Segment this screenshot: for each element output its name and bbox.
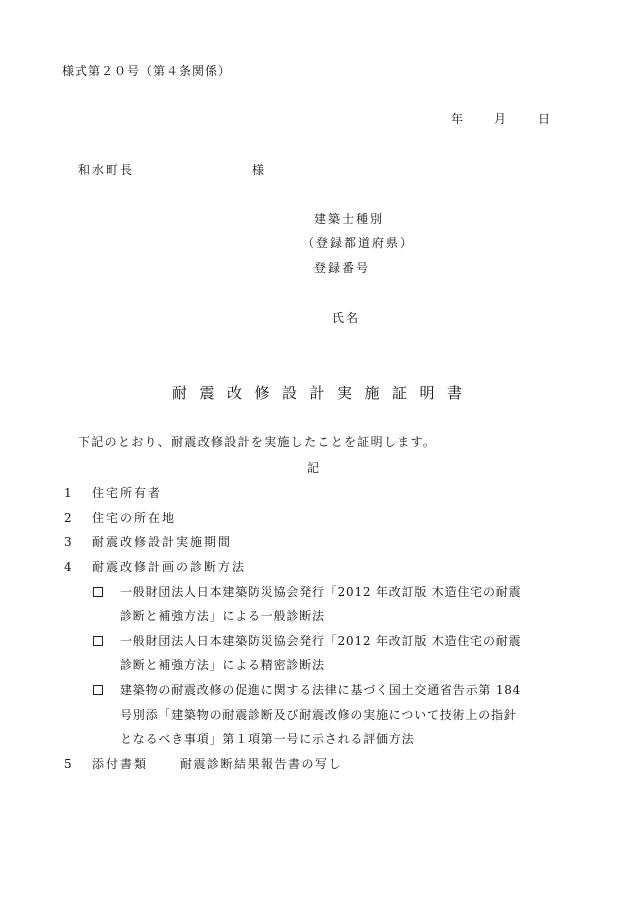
item-location-label: 住宅の所在地: [92, 511, 177, 525]
item-number: 3: [64, 535, 72, 549]
general-diagnosis-checkbox[interactable]: [93, 587, 103, 597]
architect-type-label: 建築士種別: [314, 212, 385, 226]
applicant-name-label: 氏名: [332, 311, 361, 325]
registration-prefecture-label: （登録都道府県）: [302, 236, 415, 250]
form-number: 様式第２０号（第４条関係）: [62, 64, 232, 78]
precise-diagnosis-checkbox[interactable]: [93, 636, 103, 646]
item-number: 1: [64, 486, 72, 500]
item-number: 2: [64, 511, 72, 525]
method-1-line-2: 診断と補強方法」による一般診断法: [120, 609, 325, 623]
date-month: 月: [494, 112, 507, 126]
method-2-line-2: 診断と補強方法」による精密診断法: [120, 658, 325, 672]
method-3-line-2: 号別添「建築物の耐震診断及び耐震改修の実施について技術上の指針: [120, 708, 517, 722]
ki-heading: 記: [307, 461, 320, 475]
method-1-line-1: 一般財団法人日本建築防災協会発行「2012 年改訂版 木造住宅の耐震: [120, 585, 522, 599]
method-2-line-1: 一般財団法人日本建築防災協会発行「2012 年改訂版 木造住宅の耐震: [120, 634, 522, 648]
date-year: 年: [451, 112, 464, 126]
method-3-line-1: 建築物の耐震改修の促進に関する法律に基づく国土交通省告示第 184: [120, 683, 522, 697]
item-method-label: 耐震改修計画の診断方法: [92, 560, 247, 574]
document-title: 耐震改修設計実施証明書: [172, 384, 475, 402]
item-number: 4: [64, 560, 72, 574]
item-owner-label: 住宅所有者: [92, 486, 163, 500]
attachment-label: 添付書類: [92, 757, 149, 771]
item-number: 5: [64, 757, 72, 771]
ministry-notice-method-checkbox[interactable]: [93, 685, 103, 695]
registration-number-label: 登録番号: [314, 261, 371, 275]
intro-text: 下記のとおり、耐震改修設計を実施したことを証明します。: [78, 435, 437, 449]
method-3-line-3: となるべき事項」第１項第一号に示される評価方法: [120, 732, 415, 746]
date-day: 日: [538, 112, 551, 126]
addressee-honorific: 様: [252, 163, 265, 177]
addressee-name: 和水町長: [78, 163, 135, 177]
attachment-value: 耐震診断結果報告書の写し: [180, 757, 343, 771]
date-line: [0, 111, 630, 127]
item-period-label: 耐震改修設計実施期間: [92, 535, 233, 549]
